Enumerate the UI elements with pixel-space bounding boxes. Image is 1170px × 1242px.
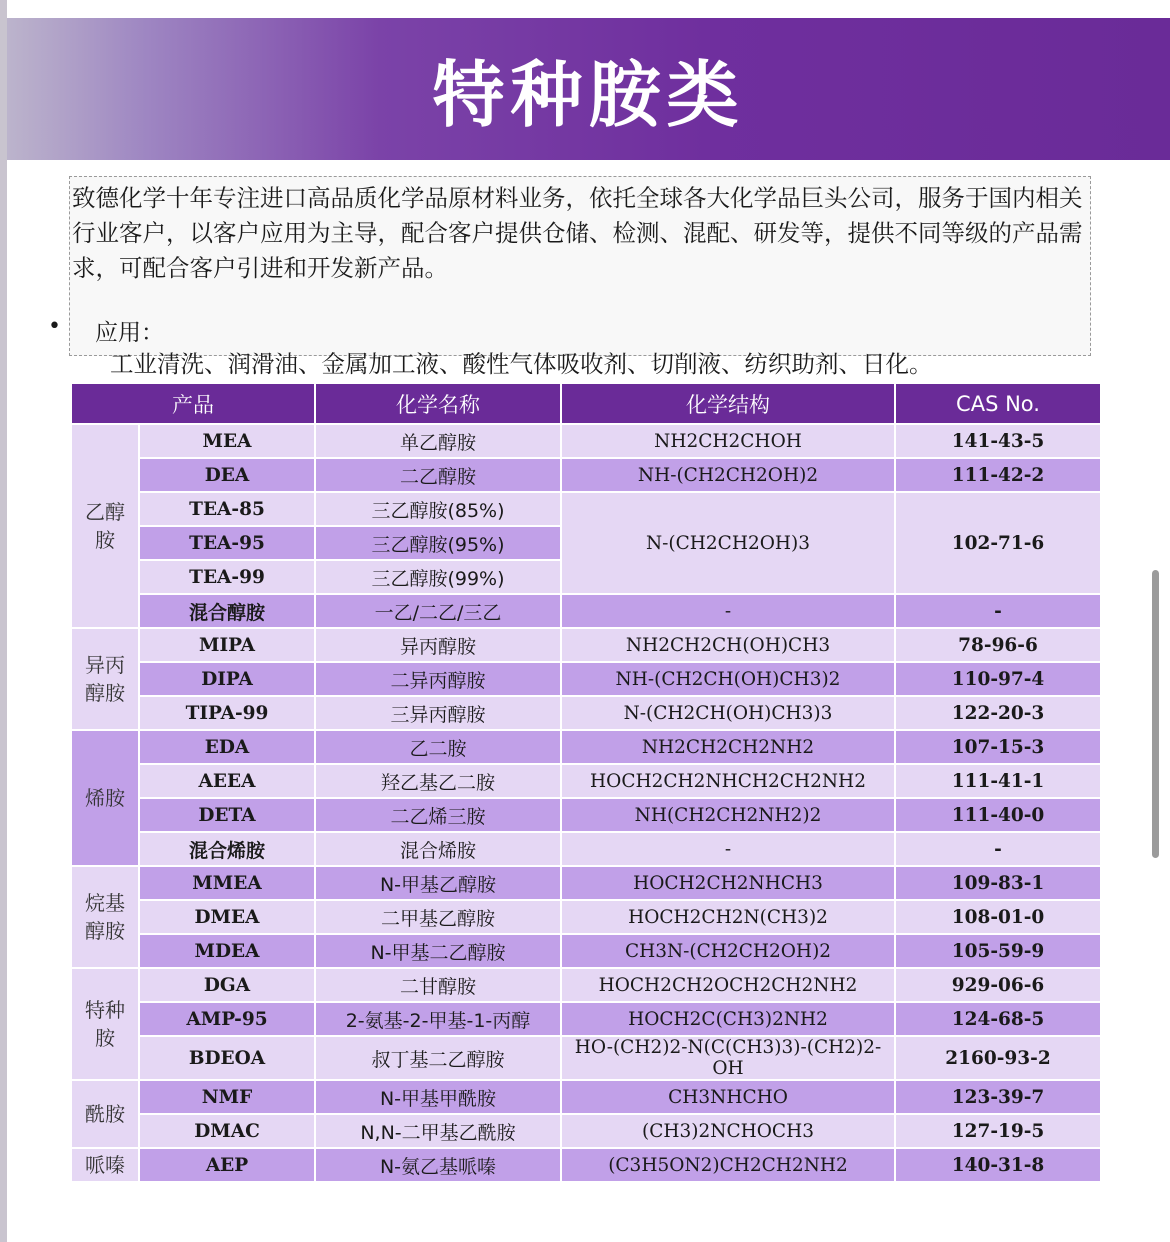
structure-cell: HOCH2C(CH3)2NH2 [561,1002,895,1036]
header-cas: CAS No. [895,383,1101,424]
group-label: 乙醇胺 [71,424,139,628]
structure-cell: NH(CH2CH2NH2)2 [561,798,895,832]
chem-name-cell: 二乙烯三胺 [315,798,561,832]
intro-text: 致德化学十年专注进口高品质化学品原材料业务，依托全球各大化学品巨头公司，服务于国内相关行业客户，以客户应用为主导，配合客户提供仓储、检测、混配、研发等，提供不同等级的产品需求，可配合客户引进和开发新产品。 [72,184,1083,282]
cas-cell: 109-83-1 [895,866,1101,900]
structure-cell: (CH3)2NCHOCH3 [561,1114,895,1148]
product-cell: DEA [139,458,315,492]
structure-cell: - [561,832,895,866]
product-cell: AMP-95 [139,1002,315,1036]
structure-cell: N-(CH2CH(OH)CH3)3 [561,696,895,730]
product-table [70,382,1102,1183]
chem-name-cell: 羟乙基乙二胺 [315,764,561,798]
chem-name-cell: N-甲基二乙醇胺 [315,934,561,968]
cas-cell: 105-59-9 [895,934,1101,968]
table-row [71,798,1101,832]
product-table-wrapper [70,382,1100,1183]
table-row [71,866,1101,900]
product-cell: MIPA [139,628,315,662]
product-cell: NMF [139,1080,315,1114]
cas-cell: 107-15-3 [895,730,1101,764]
structure-cell: HOCH2CH2NHCH2CH2NH2 [561,764,895,798]
product-cell: MDEA [139,934,315,968]
group-label: 特种胺 [71,968,139,1080]
structure-cell: CH3N-(CH2CH2OH)2 [561,934,895,968]
table-row [71,662,1101,696]
product-cell: MMEA [139,866,315,900]
table-row [71,458,1101,492]
table-row [71,730,1101,764]
product-cell: MEA [139,424,315,458]
structure-cell: NH2CH2CH(OH)CH3 [561,628,895,662]
cas-cell: 2160-93-2 [895,1036,1101,1080]
product-cell: AEEA [139,764,315,798]
structure-cell: (C3H5ON2)CH2CH2NH2 [561,1148,895,1182]
cas-cell: 111-41-1 [895,764,1101,798]
chem-name-cell: 二甲基乙醇胺 [315,900,561,934]
product-cell: TEA-95 [139,526,315,560]
chem-name-cell: 二甘醇胺 [315,968,561,1002]
chem-name-cell: 三乙醇胺(95%) [315,526,561,560]
product-cell: DMEA [139,900,315,934]
product-cell: AEP [139,1148,315,1182]
table-row [71,424,1101,458]
chem-name-cell: N-甲基甲酰胺 [315,1080,561,1114]
applications-text: 工业清洗、润滑油、金属加工液、酸性气体吸收剂、切削液、纺织助剂、日化。 [110,350,933,378]
structure-cell: HOCH2CH2NHCH3 [561,866,895,900]
bullet-icon: • [48,314,61,339]
header-product: 产品 [71,383,315,424]
table-row [71,492,1101,526]
cas-cell: 141-43-5 [895,424,1101,458]
chem-name-cell: 单乙醇胺 [315,424,561,458]
group-label: 烷基醇胺 [71,866,139,968]
chem-name-cell: 三乙醇胺(85%) [315,492,561,526]
chem-name-cell: 二异丙醇胺 [315,662,561,696]
chem-name-cell: 三异丙醇胺 [315,696,561,730]
product-cell: DGA [139,968,315,1002]
scrollbar[interactable] [1152,570,1159,858]
top-strip [0,0,1170,18]
product-cell: DETA [139,798,315,832]
product-cell: 混合烯胺 [139,832,315,866]
table-header-row [71,383,1101,424]
product-cell: TEA-99 [139,560,315,594]
cas-cell: 929-06-6 [895,968,1101,1002]
product-cell: TIPA-99 [139,696,315,730]
structure-cell: HO-(CH2)2-N(C(CH3)3)-(CH2)2-OH [561,1036,895,1080]
chem-name-cell: N,N-二甲基乙酰胺 [315,1114,561,1148]
header-structure: 化学结构 [561,383,895,424]
product-cell: BDEOA [139,1036,315,1080]
chem-name-cell: N-甲基乙醇胺 [315,866,561,900]
structure-cell: N-(CH2CH2OH)3 [561,492,895,594]
group-label: 烯胺 [71,730,139,866]
chem-name-cell: 一乙/二乙/三乙 [315,594,561,628]
chem-name-cell: 异丙醇胺 [315,628,561,662]
table-row [71,832,1101,866]
cas-cell: 140-31-8 [895,1148,1101,1182]
cas-cell: 122-20-3 [895,696,1101,730]
table-row [71,1002,1101,1036]
group-label: 异丙醇胺 [71,628,139,730]
chem-name-cell: 混合烯胺 [315,832,561,866]
cas-cell: 123-39-7 [895,1080,1101,1114]
cas-cell: 111-42-2 [895,458,1101,492]
applications-label: 应用： [95,320,164,346]
structure-cell: NH-(CH2CH2OH)2 [561,458,895,492]
cas-cell: 108-01-0 [895,900,1101,934]
structure-cell: - [561,594,895,628]
group-label: 哌嗪 [71,1148,139,1182]
structure-cell: NH-(CH2CH(OH)CH3)2 [561,662,895,696]
chem-name-cell: 三乙醇胺(99%) [315,560,561,594]
product-cell: 混合醇胺 [139,594,315,628]
structure-cell: HOCH2CH2OCH2CH2NH2 [561,968,895,1002]
header-chem-name: 化学名称 [315,383,561,424]
cas-cell: 78-96-6 [895,628,1101,662]
table-row [71,968,1101,1002]
chem-name-cell: 2-氨基-2-甲基-1-丙醇 [315,1002,561,1036]
product-cell: EDA [139,730,315,764]
structure-cell: NH2CH2CH2NH2 [561,730,895,764]
table-row [71,900,1101,934]
cas-cell: - [895,832,1101,866]
structure-cell: CH3NHCHO [561,1080,895,1114]
cas-cell: 102-71-6 [895,492,1101,594]
table-row [71,1148,1101,1182]
table-row [71,764,1101,798]
title-banner [7,18,1170,160]
table-row [71,1036,1101,1080]
group-label: 酰胺 [71,1080,139,1148]
chem-name-cell: 叔丁基二乙醇胺 [315,1036,561,1080]
table-row [71,1114,1101,1148]
table-row [71,594,1101,628]
product-cell: TEA-85 [139,492,315,526]
left-edge [0,0,7,1242]
cas-cell: - [895,594,1101,628]
product-cell: DIPA [139,662,315,696]
chem-name-cell: N-氨乙基哌嗪 [315,1148,561,1182]
structure-cell: HOCH2CH2N(CH3)2 [561,900,895,934]
cas-cell: 124-68-5 [895,1002,1101,1036]
page-title: 特种胺类 [432,53,745,137]
chem-name-cell: 二乙醇胺 [315,458,561,492]
cas-cell: 111-40-0 [895,798,1101,832]
cas-cell: 127-19-5 [895,1114,1101,1148]
table-row [71,628,1101,662]
product-cell: DMAC [139,1114,315,1148]
table-row [71,1080,1101,1114]
structure-cell: NH2CH2CHOH [561,424,895,458]
table-row [71,696,1101,730]
chem-name-cell: 乙二胺 [315,730,561,764]
cas-cell: 110-97-4 [895,662,1101,696]
table-row [71,934,1101,968]
